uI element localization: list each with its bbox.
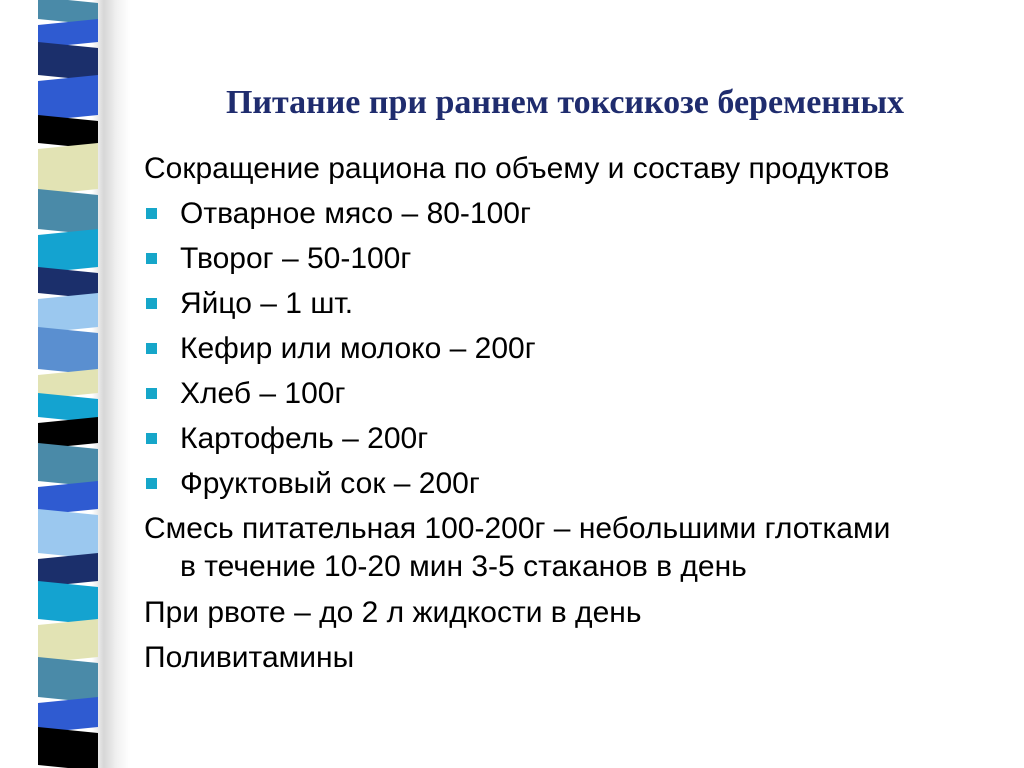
stripe-segment [38, 443, 98, 487]
intro-line: Сокращение рациона по объему и составу продуктов [144, 152, 890, 185]
stripe-segment [38, 293, 98, 333]
bullet-item [144, 461, 1004, 506]
stripe-segment [38, 229, 98, 273]
bullet-text: Отварное мясо – 80-100г [180, 197, 531, 230]
square-bullet-icon [146, 388, 157, 399]
square-bullet-icon [146, 478, 157, 489]
bullet-text: Фруктовый сок – 200г [180, 467, 480, 500]
stripe-segment [38, 143, 98, 195]
stripe-segment [38, 581, 98, 625]
stripe-segment [38, 619, 98, 663]
bullet-text: Хлеб – 100г [180, 377, 346, 410]
bullet-text: Яйцо – 1 шт. [180, 287, 354, 320]
stripe-svg [38, 0, 98, 768]
bullet-item [144, 371, 1004, 416]
mixture-line-2: в течение 10-20 мин 3-5 стаканов в день [180, 550, 747, 583]
stripe-segment [38, 75, 98, 121]
stripe-segment [38, 509, 98, 559]
square-bullet-icon [146, 253, 157, 264]
bullet-text: Творог – 50-100г [180, 242, 412, 275]
bullet-text: Картофель – 200г [180, 422, 429, 455]
stripe-segment [38, 327, 98, 375]
slide-content [144, 146, 1004, 680]
mixture-paragraph [144, 510, 1004, 586]
decorative-stripe-band [38, 0, 98, 768]
stripe-segment [38, 657, 98, 703]
square-bullet-icon [146, 208, 157, 219]
bullet-item [144, 416, 1004, 461]
square-bullet-icon [146, 433, 157, 444]
stripe-segment [38, 727, 98, 768]
bullet-item [144, 236, 1004, 281]
bullet-item [144, 281, 1004, 326]
stripe-segment [38, 115, 98, 149]
stripe-segment [38, 481, 98, 515]
square-bullet-icon [146, 298, 157, 309]
bullet-item [144, 191, 1004, 236]
vomiting-line: При рвоте – до 2 л жидкости в день [144, 596, 642, 629]
vitamins-line: Поливитамины [144, 641, 355, 674]
bullet-item [144, 326, 1004, 371]
mixture-line-1: Смесь питательная 100-200г – небольшими глотками [144, 512, 891, 545]
stripe-segment [38, 42, 98, 81]
slide-title: Питание при раннем токсикозе беременных [225, 84, 905, 121]
stripe-segment [38, 697, 98, 733]
stripe-segment [38, 189, 98, 235]
square-bullet-icon [146, 343, 157, 354]
bullet-text: Кефир или молоко – 200г [180, 332, 536, 365]
